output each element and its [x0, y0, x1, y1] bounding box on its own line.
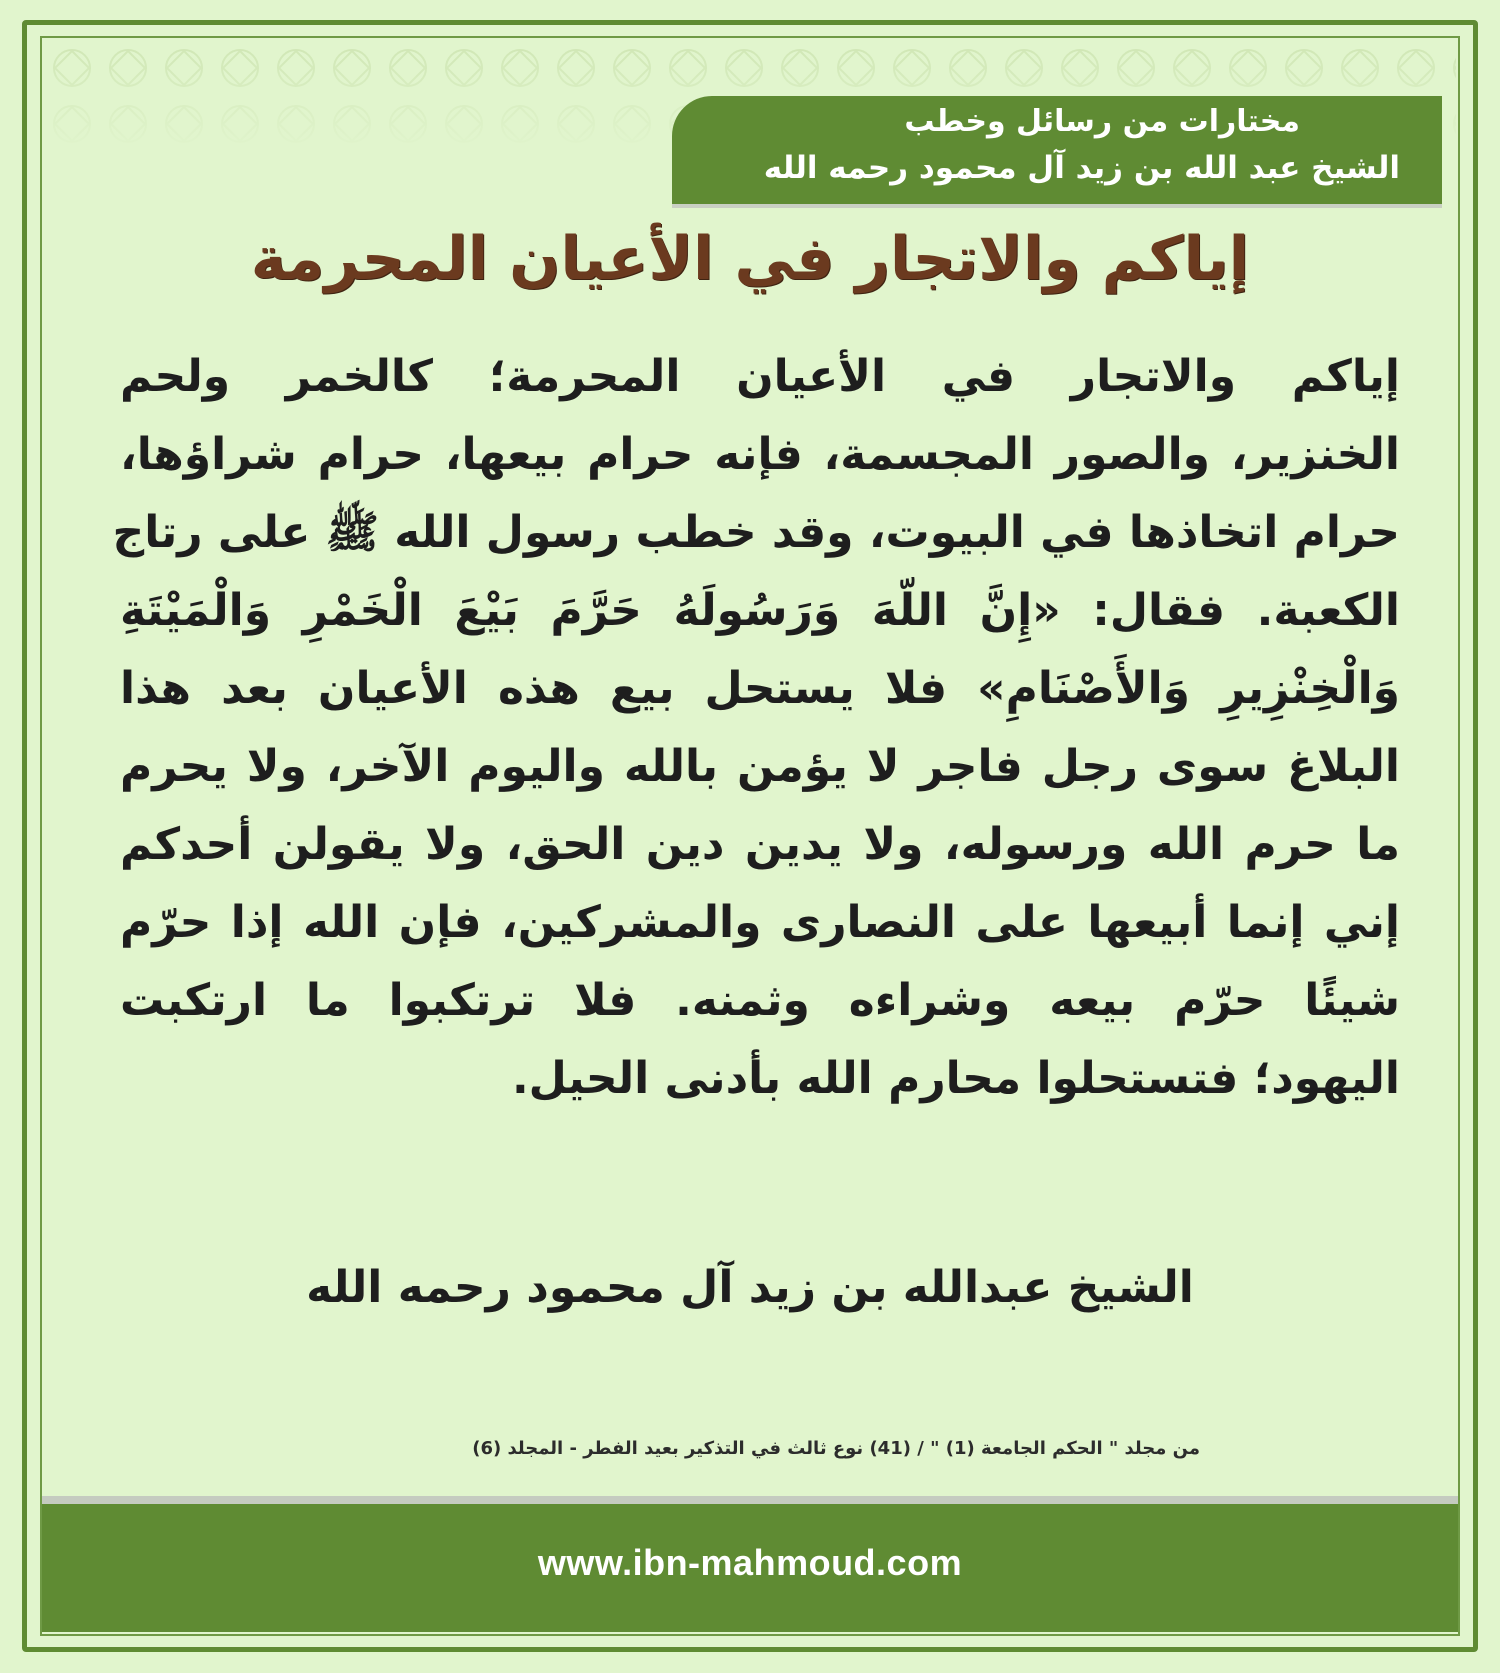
body-line: الخنزير، والصور المجسمة، فإنه حرام بيعها، حرام شراؤها،: [120, 429, 1400, 480]
body-line: اليهود؛ فتستحلوا محارم الله بأدنى الحيل.: [511, 1053, 1400, 1104]
footer-bar: [42, 1504, 1458, 1632]
signature: الشيخ عبدالله بن زيد آل محمود رحمه الله: [306, 1262, 1194, 1313]
header-author: الشيخ عبد الله بن زيد آل محمود رحمه الله: [763, 150, 1400, 186]
body-line: شيئًا حرّم بيعه وشراءه وثمنه. فلا ترتكبوا ما ارتكبت: [120, 975, 1400, 1026]
page-title: إياكم والاتجار في الأعيان المحرمة: [250, 224, 1250, 294]
body-line: حرام اتخاذها في البيوت، وقد خطب رسول الله ﷺ على رتاج: [112, 507, 1400, 558]
body-text: [112, 338, 1400, 1118]
website-link[interactable]: www.ibn-mahmoud.com: [537, 1542, 963, 1583]
body-line: وَالْخِنْزِيرِ وَالأَصْنَامِ» فلا يستحل بيع هذه الأعيان بعد هذا: [120, 663, 1400, 714]
body-line: ما حرم الله ورسوله، ولا يدين دين الحق، ولا يقولن أحدكم: [120, 819, 1400, 870]
body-line: البلاغ سوى رجل فاجر لا يؤمن بالله واليوم الآخر، ولا يحرم: [120, 741, 1400, 792]
header-banner: [672, 96, 1442, 204]
body-line: الكعبة. فقال: «إِنَّ اللّهَ وَرَسُولَهُ حَرَّمَ بَيْعَ الْخَمْرِ وَالْمَيْتَةِ: [120, 585, 1400, 636]
body-line: إني إنما أبيعها على النصارى والمشركين، فإن الله إذا حرّم: [120, 897, 1400, 948]
header-subtitle: مختارات من رسائل وخطب: [904, 104, 1300, 139]
source-citation: من مجلد " الحكم الجامعة (1) " / (41) نوع ثالث في التذكير بعيد الفطر - المجلد (6): [472, 1438, 1200, 1459]
body-line: إياكم والاتجار في الأعيان المحرمة؛ كالخمر ولحم: [120, 351, 1400, 402]
footer-divider: [42, 1496, 1458, 1504]
